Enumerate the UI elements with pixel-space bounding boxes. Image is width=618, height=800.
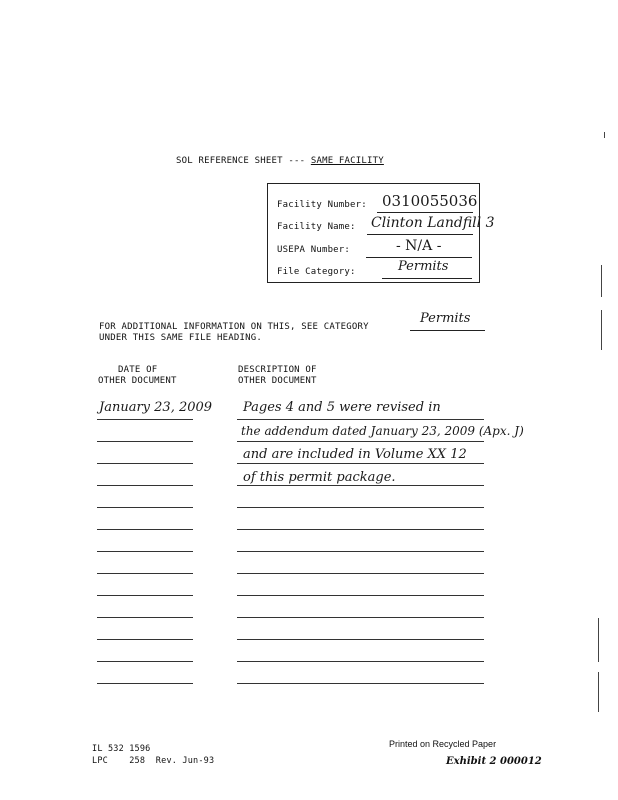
description-rule [237,507,484,508]
title-emphasis: SAME FACILITY [310,156,384,166]
description-rule [237,419,484,420]
entry-description-line3: and are included in Volume XX 12 [243,447,467,462]
file-category-value: Permits [398,259,449,274]
file-category-line [382,278,472,279]
additional-info-line2: UNDER THIS SAME FILE HEADING. [99,333,262,343]
description-rule [237,661,484,662]
description-header-line2: OTHER DOCUMENT [238,376,317,386]
date-rule [97,485,193,486]
description-rule [237,485,484,486]
entry-date: January 23, 2009 [99,400,213,415]
description-header-line1: DESCRIPTION OF [238,365,317,375]
file-category-label: File Category: [277,267,356,277]
additional-category-value: Permits [420,311,471,326]
description-rule [237,529,484,530]
date-rule [97,595,193,596]
date-rule [97,441,193,442]
date-rule [97,463,193,464]
description-rule [237,683,484,684]
facility-number-value: 0310055036 [382,192,478,210]
additional-info-line1: FOR ADDITIONAL INFORMATION ON THIS, SEE CATEGORY [99,322,369,332]
date-rule [97,661,193,662]
title-prefix: SOL REFERENCE SHEET --- [176,156,311,166]
exhibit-stamp: Exhibit 2 000012 [446,756,542,767]
facility-name-label: Facility Name: [277,222,356,232]
page-title [176,156,384,166]
date-rule [97,419,193,420]
scan-edge-mark [601,265,602,297]
additional-category-line [410,330,485,331]
facility-name-value: Clinton Landfill 3 [371,215,495,231]
description-rule [237,595,484,596]
scan-edge-mark [601,310,602,350]
date-rule [97,639,193,640]
usepa-number-label: USEPA Number: [277,245,351,255]
scan-edge-mark [604,132,605,138]
date-header-line2: OTHER DOCUMENT [98,376,177,386]
usepa-number-line [366,257,472,258]
form-revision: LPC 258 Rev. Jun-93 [92,756,215,766]
description-rule [237,463,484,464]
entry-description-line4: of this permit package. [243,470,396,485]
description-rule [237,573,484,574]
scan-edge-mark [598,618,599,662]
description-rule [237,617,484,618]
entry-description-line1: Pages 4 and 5 were revised in [243,400,441,415]
date-rule [97,551,193,552]
date-rule [97,529,193,530]
recycled-paper-note: Printed on Recycled Paper [389,739,497,749]
facility-number-label: Facility Number: [277,200,367,210]
date-rule [97,507,193,508]
description-rule [237,551,484,552]
scan-edge-mark [598,672,599,712]
facility-number-line [377,212,473,213]
form-code: IL 532 1596 [92,744,151,754]
date-header-line1: DATE OF [118,365,158,375]
date-rule [97,573,193,574]
entry-description-line2: the addendum dated January 23, 2009 (Apx. J) [241,424,524,438]
description-rule [237,441,484,442]
description-rule [237,639,484,640]
usepa-number-value: - N/A - [396,238,442,254]
date-rule [97,683,193,684]
facility-name-line [367,234,473,235]
date-rule [97,617,193,618]
